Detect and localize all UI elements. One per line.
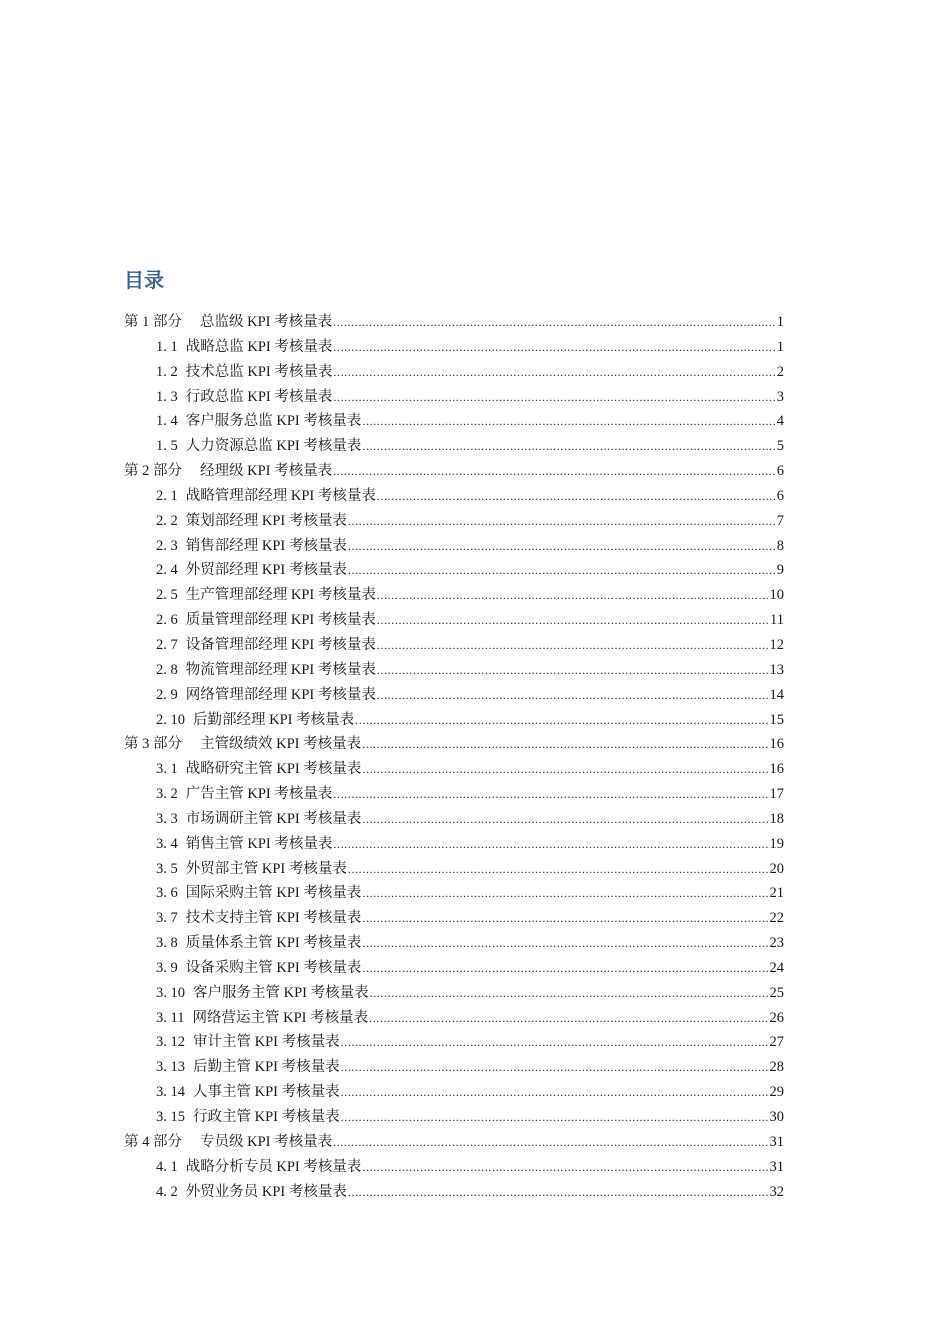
- toc-page-number: 21: [769, 885, 784, 902]
- toc-page-number: 3: [776, 388, 784, 405]
- toc-section-number: 2. 6: [156, 612, 178, 629]
- toc-page-number: 28: [769, 1059, 784, 1076]
- toc-section-entry[interactable]: [124, 658, 784, 683]
- toc-page-number: 15: [769, 711, 784, 728]
- toc-entry-text: [156, 385, 332, 406]
- toc-entry-title: 后勤主管 KPI 考核量表: [193, 1059, 340, 1076]
- toc-page-number: 7: [776, 512, 784, 529]
- toc-section-number: 3. 7: [156, 910, 178, 927]
- toc-dot-leader: [348, 1185, 769, 1200]
- toc-section-entry[interactable]: [124, 1055, 784, 1080]
- toc-page-number: 20: [769, 860, 784, 877]
- toc-page-number: 11: [770, 612, 784, 629]
- toc-section-number: 4. 2: [156, 1183, 178, 1200]
- toc-page-number: 10: [769, 587, 784, 604]
- toc-section-entry[interactable]: [124, 608, 784, 633]
- toc-entry-text: [156, 757, 361, 778]
- toc-entry-title: 审计主管 KPI 考核量表: [193, 1034, 340, 1051]
- toc-entry-title: 战略研究主管 KPI 考核量表: [185, 761, 362, 778]
- toc-page-number: 18: [769, 810, 784, 827]
- toc-entry-title: 战略总监 KPI 考核量表: [185, 338, 333, 355]
- toc-entry-title: 经理级 KPI 考核量表: [200, 463, 333, 480]
- toc-entry-title: 战略管理部经理 KPI 考核量表: [185, 487, 376, 504]
- toc-entry-title: 网络营运主管 KPI 考核量表: [192, 1009, 369, 1026]
- toc-page-number: 8: [776, 537, 784, 554]
- toc-entry-title: 广告主管 KPI 考核量表: [185, 786, 333, 803]
- toc-entry-title: 质量体系主管 KPI 考核量表: [185, 935, 362, 952]
- toc-dot-leader: [333, 787, 768, 802]
- toc-page-number: 19: [769, 835, 784, 852]
- toc-entry-text: [124, 1130, 332, 1151]
- toc-dot-leader: [362, 737, 768, 752]
- toc-section-entry[interactable]: [124, 1155, 784, 1180]
- toc-part-number: 第 4 部分: [124, 1133, 182, 1150]
- toc-entry-title: 后勤部经理 KPI 考核量表: [193, 711, 355, 728]
- toc-section-number: 3. 3: [156, 810, 178, 827]
- toc-entry-title: 人力资源总监 KPI 考核量表: [185, 438, 362, 455]
- toc-section-number: 2. 7: [156, 636, 178, 653]
- toc-dot-leader: [341, 1110, 769, 1125]
- toc-section-number: 3. 12: [156, 1034, 185, 1051]
- toc-section-entry[interactable]: [124, 409, 784, 434]
- toc-entry-title: 销售部经理 KPI 考核量表: [185, 537, 347, 554]
- toc-section-number: 2. 10: [156, 711, 185, 728]
- toc-part-entry[interactable]: [124, 459, 784, 484]
- toc-entry-title: 行政总监 KPI 考核量表: [185, 388, 333, 405]
- toc-dot-leader: [362, 812, 768, 827]
- toc-part-number: 第 3 部分: [124, 736, 182, 753]
- toc-entry-text: [156, 931, 361, 952]
- toc-section-entry[interactable]: [124, 484, 784, 509]
- toc-dot-leader: [377, 613, 769, 628]
- toc-entry-title: 总监级 KPI 考核量表: [200, 314, 333, 330]
- toc-entry-text: [156, 608, 376, 629]
- toc-section-number: 3. 14: [156, 1084, 185, 1101]
- toc-section-entry[interactable]: [124, 509, 784, 534]
- toc-entry-title: 网络管理部经理 KPI 考核量表: [185, 686, 376, 703]
- toc-page-number: 22: [769, 910, 784, 927]
- toc-page-number: 13: [769, 661, 784, 678]
- toc-section-entry[interactable]: [124, 782, 784, 807]
- toc-entry-text: [156, 509, 347, 530]
- toc-section-number: 2. 5: [156, 587, 178, 604]
- toc-section-number: 3. 9: [156, 959, 178, 976]
- toc-entry-text: [156, 906, 361, 927]
- toc-part-entry[interactable]: [124, 732, 784, 757]
- toc-section-entry[interactable]: [124, 683, 784, 708]
- toc-entry-title: 客户服务总监 KPI 考核量表: [185, 413, 362, 430]
- toc-page-number: 12: [769, 636, 784, 653]
- toc-section-number: 3. 10: [156, 984, 185, 1001]
- toc-entry-title: 技术支持主管 KPI 考核量表: [185, 910, 362, 927]
- toc-section-entry[interactable]: [124, 708, 784, 733]
- toc-entry-text: [156, 534, 347, 555]
- toc-page-number: 16: [769, 761, 784, 778]
- toc-section-entry[interactable]: [124, 1006, 784, 1031]
- toc-section-number: 3. 1: [156, 761, 178, 778]
- toc-dot-leader: [362, 886, 768, 901]
- toc-entry-text: [156, 956, 361, 977]
- toc-title: 目录: [124, 268, 164, 292]
- toc-entry-title: 行政主管 KPI 考核量表: [193, 1109, 340, 1125]
- toc-entry-text: [156, 881, 361, 902]
- toc-entry-text: [124, 459, 332, 480]
- toc-entry-text: [156, 658, 376, 679]
- toc-dot-leader: [333, 1135, 768, 1150]
- toc-entry-text: [156, 409, 361, 430]
- toc-entry-title: 质量管理部经理 KPI 考核量表: [185, 612, 376, 629]
- toc-section-number: 2. 3: [156, 537, 178, 554]
- toc-dot-leader: [362, 414, 775, 429]
- toc-dot-leader: [377, 663, 769, 678]
- toc-entry-text: [156, 708, 354, 729]
- toc-dot-leader: [362, 1160, 768, 1175]
- toc-section-number: 1. 1: [156, 338, 178, 355]
- toc-entry-text: [156, 434, 361, 455]
- toc-section-number: 2. 2: [156, 512, 178, 529]
- toc-entry-title: 外贸部经理 KPI 考核量表: [185, 562, 347, 579]
- toc-entry-title: 专员级 KPI 考核量表: [200, 1133, 333, 1150]
- toc-page-number: 2: [776, 363, 784, 380]
- toc-entry-text: [156, 633, 376, 654]
- toc-entry-title: 销售主管 KPI 考核量表: [185, 835, 333, 852]
- toc-dot-leader: [333, 464, 776, 479]
- toc-dot-leader: [341, 1035, 769, 1050]
- toc-page-number: 29: [769, 1084, 784, 1101]
- toc-entry-text: [156, 782, 332, 803]
- toc-entry-text: [156, 558, 347, 579]
- toc-page-number: 1: [776, 314, 784, 330]
- toc-section-entry[interactable]: [124, 757, 784, 782]
- toc-page-number: 23: [769, 935, 784, 952]
- toc-section-entry[interactable]: [124, 633, 784, 658]
- toc-entry-text: [156, 484, 376, 505]
- toc-section-number: 3. 5: [156, 860, 178, 877]
- toc-page-number: 27: [769, 1034, 784, 1051]
- toc-entry-title: 客户服务主管 KPI 考核量表: [193, 984, 369, 1001]
- toc-section-number: 3. 4: [156, 835, 178, 852]
- toc-entry-title: 国际采购主管 KPI 考核量表: [185, 885, 362, 902]
- toc-section-entry[interactable]: [124, 360, 784, 385]
- toc-entry-text: [156, 1030, 340, 1051]
- toc-dot-leader: [362, 911, 768, 926]
- toc-section-entry[interactable]: [124, 807, 784, 832]
- toc-entry-title: 设备管理部经理 KPI 考核量表: [185, 636, 376, 653]
- toc-entry-text: [156, 1080, 340, 1101]
- toc-part-entry[interactable]: [124, 1130, 784, 1155]
- toc-section-entry[interactable]: [124, 335, 784, 360]
- toc-page-number: 1: [776, 338, 784, 355]
- toc-dot-leader: [370, 986, 769, 1001]
- toc-page-number: 26: [769, 1009, 784, 1026]
- toc-section-number: 1. 3: [156, 388, 178, 405]
- toc-section-entry[interactable]: [124, 1180, 784, 1205]
- toc-entry-text: [156, 360, 332, 381]
- toc-page-number: 5: [776, 438, 784, 455]
- toc-section-entry[interactable]: [124, 1030, 784, 1055]
- toc-section-entry[interactable]: [124, 434, 784, 459]
- toc-section-entry[interactable]: [124, 881, 784, 906]
- toc-dot-leader: [369, 1011, 768, 1026]
- toc-dot-leader: [377, 489, 776, 504]
- toc-entry-text: [156, 832, 332, 853]
- toc-page-number: 14: [769, 686, 784, 703]
- toc-section-number: 2. 4: [156, 562, 178, 579]
- toc-page-number: 31: [769, 1133, 784, 1150]
- toc-part-number: 第 1 部分: [124, 314, 182, 330]
- toc-section-entry[interactable]: [124, 857, 784, 882]
- toc-section-entry[interactable]: [124, 385, 784, 410]
- toc-section-entry[interactable]: [124, 981, 784, 1006]
- toc-entry-text: [156, 335, 332, 356]
- toc-entry-text: [156, 1055, 340, 1076]
- toc-section-number: 4. 1: [156, 1158, 178, 1175]
- toc-section-entry[interactable]: [124, 1080, 784, 1105]
- toc-list: [124, 310, 784, 1204]
- toc-dot-leader: [377, 588, 769, 603]
- toc-page-number: 4: [776, 413, 784, 430]
- toc-section-number: 2. 8: [156, 661, 178, 678]
- toc-entry-title: 市场调研主管 KPI 考核量表: [185, 810, 362, 827]
- toc-entry-text: [124, 732, 361, 753]
- toc-part-entry[interactable]: [124, 310, 784, 335]
- toc-entry-text: [156, 1006, 368, 1027]
- toc-entry-title: 主管级绩效 KPI 考核量表: [200, 736, 362, 753]
- toc-section-entry[interactable]: [124, 931, 784, 956]
- toc-entry-text: [156, 583, 376, 604]
- toc-entry-text: [156, 981, 369, 1002]
- toc-page-number: 30: [769, 1109, 784, 1125]
- toc-page-number: 32: [769, 1183, 784, 1200]
- toc-page-number: 31: [769, 1158, 784, 1175]
- toc-page-number: 25: [769, 984, 784, 1001]
- toc-section-number: 3. 11: [156, 1009, 185, 1026]
- toc-section-entry[interactable]: [124, 583, 784, 608]
- toc-dot-leader: [348, 862, 769, 877]
- toc-entry-title: 物流管理部经理 KPI 考核量表: [185, 661, 376, 678]
- toc-dot-leader: [341, 1085, 769, 1100]
- toc-entry-title: 技术总监 KPI 考核量表: [185, 363, 333, 380]
- toc-dot-leader: [362, 762, 768, 777]
- toc-page-number: 16: [769, 736, 784, 753]
- toc-page-number: 9: [776, 562, 784, 579]
- toc-entry-text: [156, 857, 347, 878]
- toc-section-number: 3. 15: [156, 1109, 185, 1125]
- toc-dot-leader: [348, 563, 776, 578]
- toc-entry-text: [124, 310, 332, 331]
- toc-section-number: 2. 9: [156, 686, 178, 703]
- toc-entry-title: 外贸业务员 KPI 考核量表: [185, 1183, 347, 1200]
- toc-section-number: 3. 2: [156, 786, 178, 803]
- toc-dot-leader: [362, 936, 768, 951]
- toc-section-number: 1. 5: [156, 438, 178, 455]
- toc-dot-leader: [355, 713, 768, 728]
- toc-dot-leader: [333, 315, 776, 330]
- toc-section-number: 3. 8: [156, 935, 178, 952]
- toc-dot-leader: [341, 1060, 769, 1075]
- toc-entry-title: 设备采购主管 KPI 考核量表: [185, 959, 362, 976]
- toc-entry-title: 外贸部主管 KPI 考核量表: [185, 860, 347, 877]
- toc-entry-text: [156, 1180, 347, 1201]
- toc-entry-title: 战略分析专员 KPI 考核量表: [185, 1158, 362, 1175]
- toc-entry-text: [156, 807, 361, 828]
- toc-entry-text: [156, 1155, 361, 1176]
- toc-section-number: 3. 6: [156, 885, 178, 902]
- toc-dot-leader: [377, 688, 769, 703]
- toc-dot-leader: [377, 638, 769, 653]
- toc-entry-text: [156, 683, 376, 704]
- toc-section-number: 3. 13: [156, 1059, 185, 1076]
- toc-section-entry[interactable]: [124, 534, 784, 559]
- toc-section-entry[interactable]: [124, 956, 784, 981]
- toc-dot-leader: [333, 365, 775, 380]
- toc-page-number: 17: [769, 786, 784, 803]
- toc-section-entry[interactable]: [124, 558, 784, 583]
- toc-section-entry[interactable]: [124, 1105, 784, 1130]
- toc-dot-leader: [333, 837, 768, 852]
- toc-page-number: 6: [776, 463, 784, 480]
- toc-section-number: 2. 1: [156, 487, 178, 504]
- toc-entry-title: 人事主管 KPI 考核量表: [193, 1084, 340, 1101]
- toc-entry-title: 生产管理部经理 KPI 考核量表: [185, 587, 376, 604]
- toc-page-number: 6: [776, 487, 784, 504]
- toc-section-number: 1. 4: [156, 413, 178, 430]
- toc-page-number: 24: [769, 959, 784, 976]
- toc-dot-leader: [348, 514, 776, 529]
- toc-dot-leader: [362, 439, 775, 454]
- toc-section-entry[interactable]: [124, 906, 784, 931]
- toc-part-number: 第 2 部分: [124, 463, 182, 480]
- toc-entry-title: 策划部经理 KPI 考核量表: [185, 512, 347, 529]
- toc-dot-leader: [333, 390, 775, 405]
- toc-dot-leader: [333, 340, 775, 355]
- toc-section-entry[interactable]: [124, 832, 784, 857]
- toc-entry-text: [156, 1105, 340, 1126]
- toc-section-number: 1. 2: [156, 363, 178, 380]
- toc-dot-leader: [348, 539, 776, 554]
- toc-dot-leader: [362, 961, 768, 976]
